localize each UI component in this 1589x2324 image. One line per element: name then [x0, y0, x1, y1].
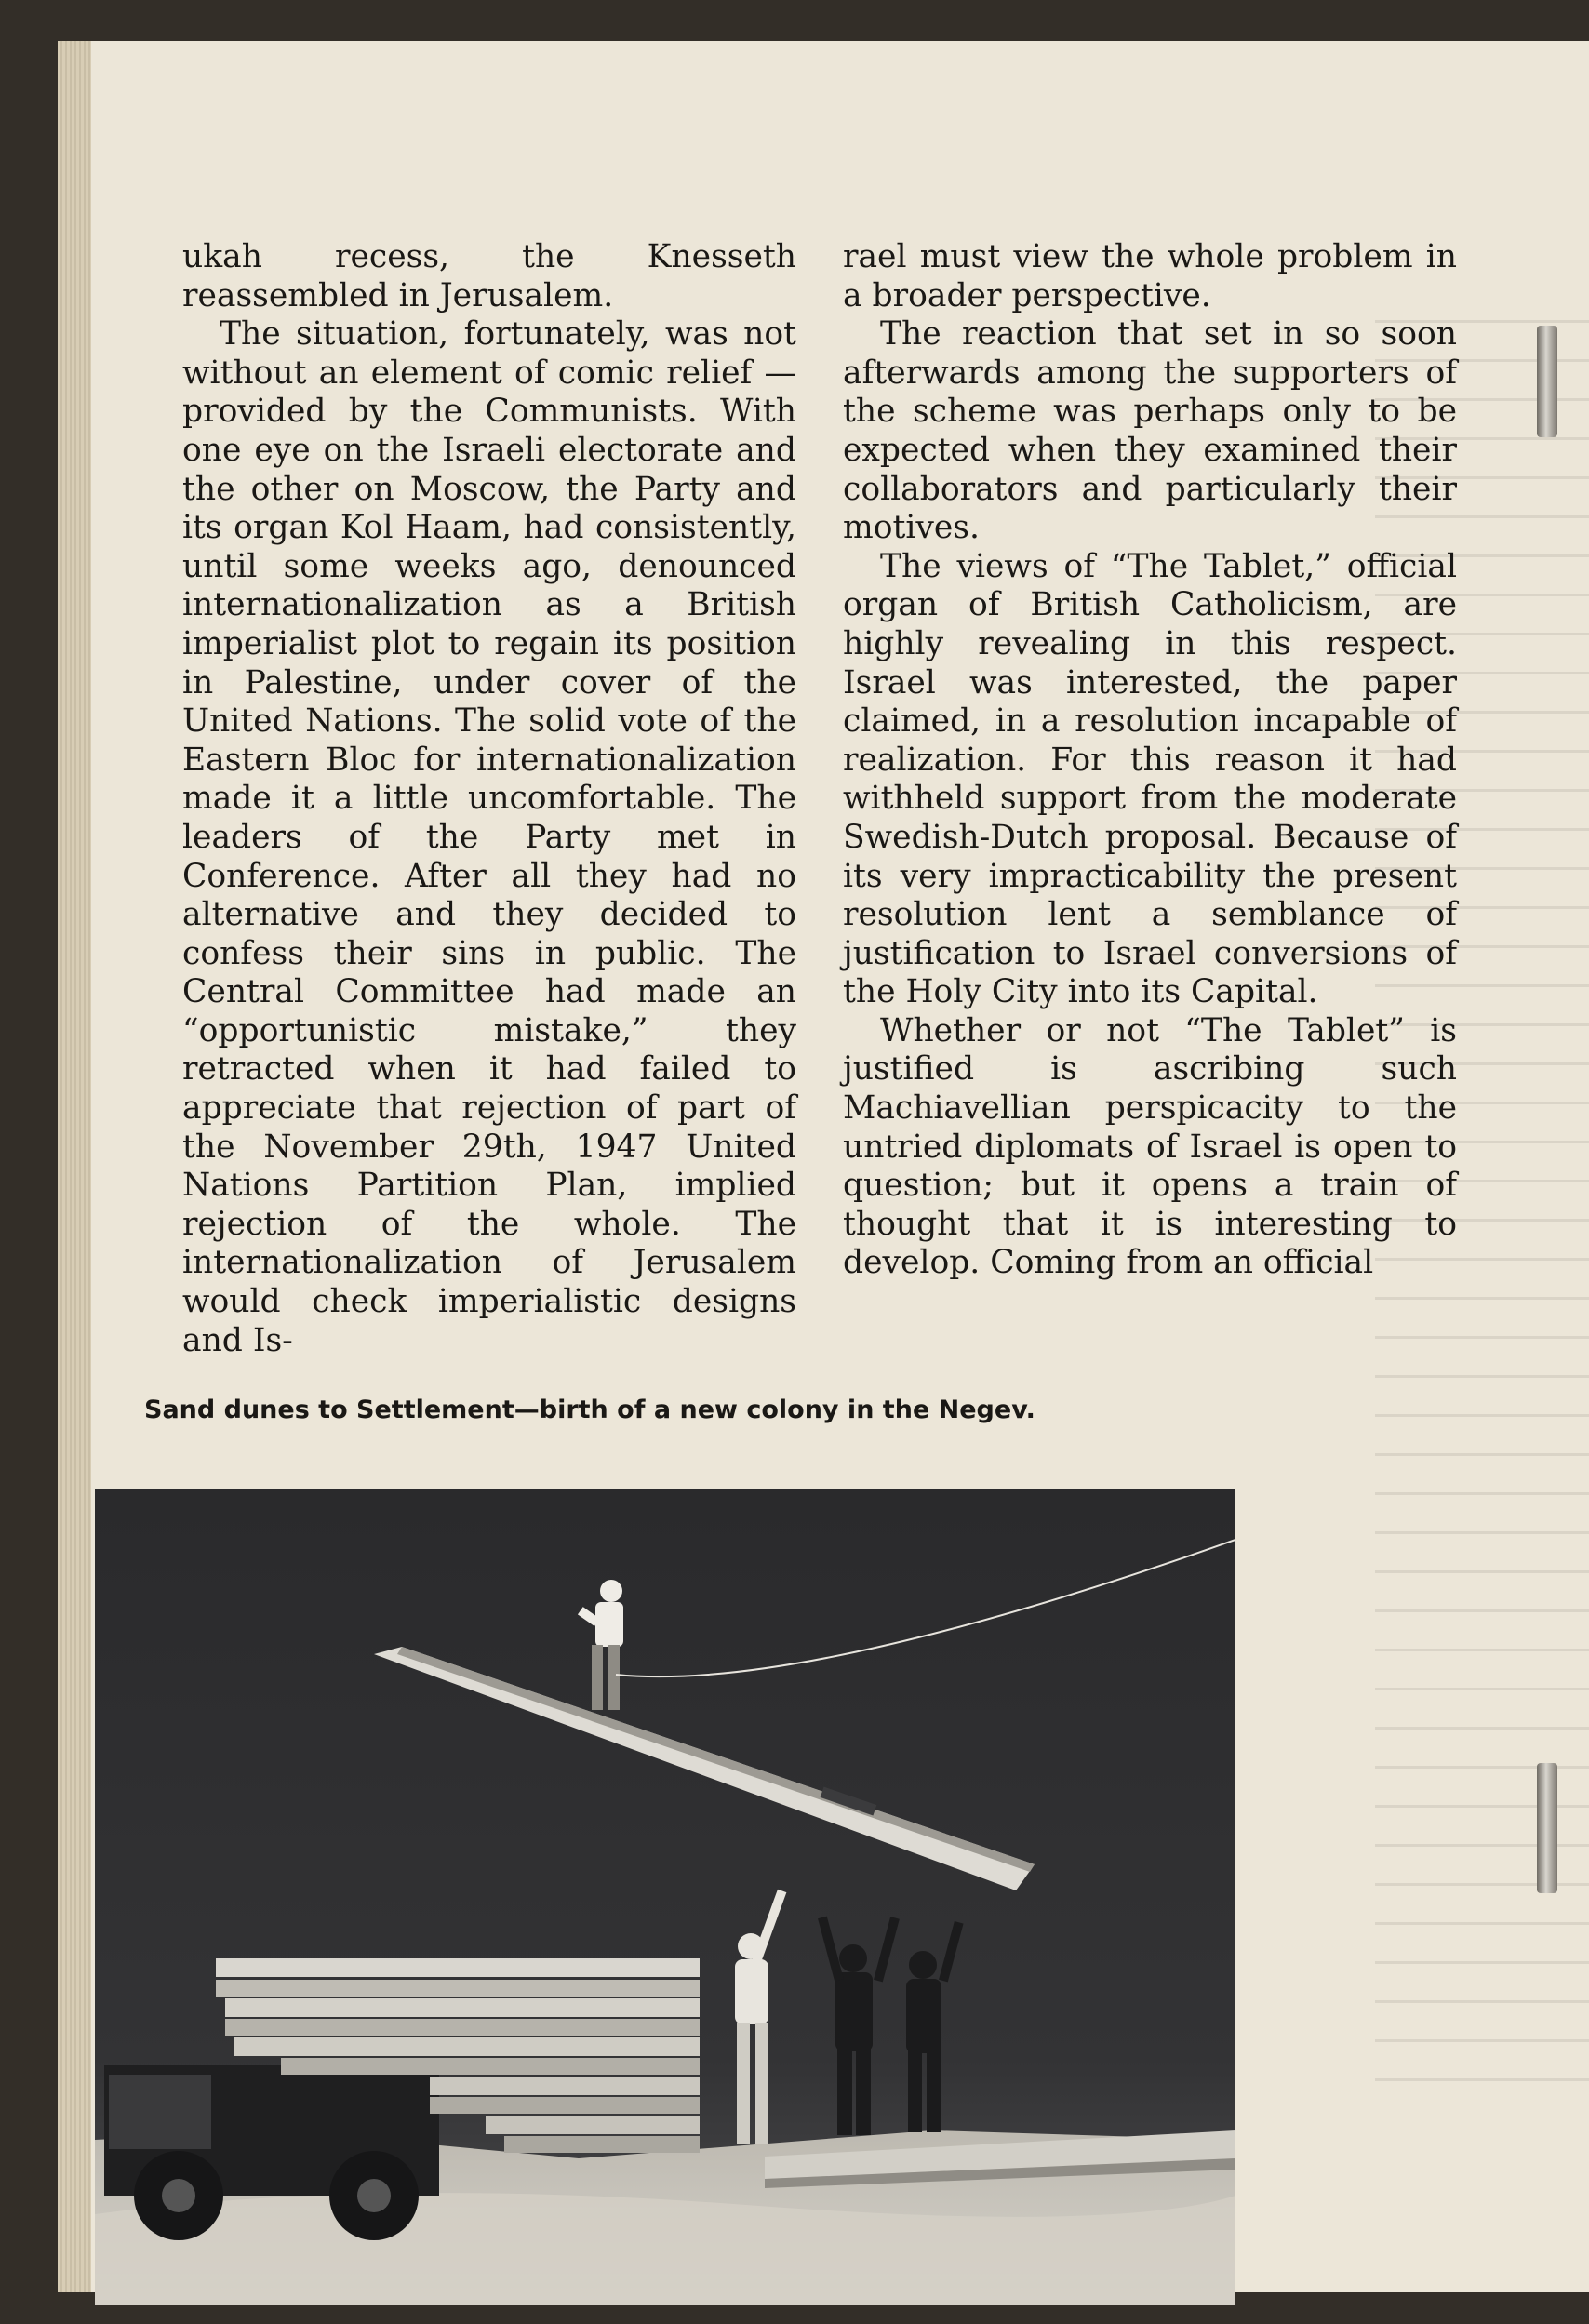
negev-settlement-photo [95, 1489, 1235, 2305]
paragraph: ukah recess, the Knesseth reassembled in Jerusalem. [182, 238, 796, 314]
paragraph: The situation, fortunately, was not without an element of comic relief — provided by the Communists. With one eye on the Israeli electorate and the other on Moscow, the Party and its organ Kol Haam, had consistently, until some weeks ago, denounced internationalization as a British imperialist plot to regain its position in Palestine, under cover of the United Nations. The solid vote of the Eastern Bloc for internationalization made it a little uncomfortable. The leaders of the Party met in Conference. After all they had no alternative and they decided to confess their sins in public. The Central Committee had made an “opportunistic mistake,” they retracted when it had failed to appreciate that rejection of part of the November 29th, 1947 United Nations Partition Plan, implied rejection of the whole. The internationalization of Jerusalem would check imperialistic designs and Is- [182, 315, 796, 1359]
photo-illustration [95, 1489, 1235, 2305]
page-stack-edge [58, 41, 95, 2292]
paragraph: The views of “The Tablet,” official organ of British Catholicism, are highly revealing in this respect. Israel was interested, the paper claimed, in a resolution incapable of realization. For this reason it had withheld support from the moderate Swedish-Dutch proposal. Because of its very impracticability the present resolution lent a semblance of justification to Israel conversions of the Holy City into its Capital. [843, 547, 1457, 1011]
right-column [843, 238, 1457, 1283]
left-column [182, 238, 796, 1360]
paragraph: Whether or not “The Tablet” is justified is ascribing such Machiavellian perspicacity to the untried diplomats of Israel is open to question; but it opens a train of thought that it is interesting to develop. Coming from an official [843, 1011, 1457, 1282]
photo-caption: Sand dunes to Settlement—birth of a new colony in the Negev. [144, 1396, 1035, 1424]
binding-clip-bottom [1537, 1763, 1557, 1893]
paragraph: rael must view the whole problem in a broader perspective. [843, 238, 1457, 314]
binding-clip-top [1537, 326, 1557, 437]
paragraph: The reaction that set in so soon afterwards among the supporters of the scheme was perhaps only to be expected when they examined their collaborators and particularly their motives. [843, 315, 1457, 547]
